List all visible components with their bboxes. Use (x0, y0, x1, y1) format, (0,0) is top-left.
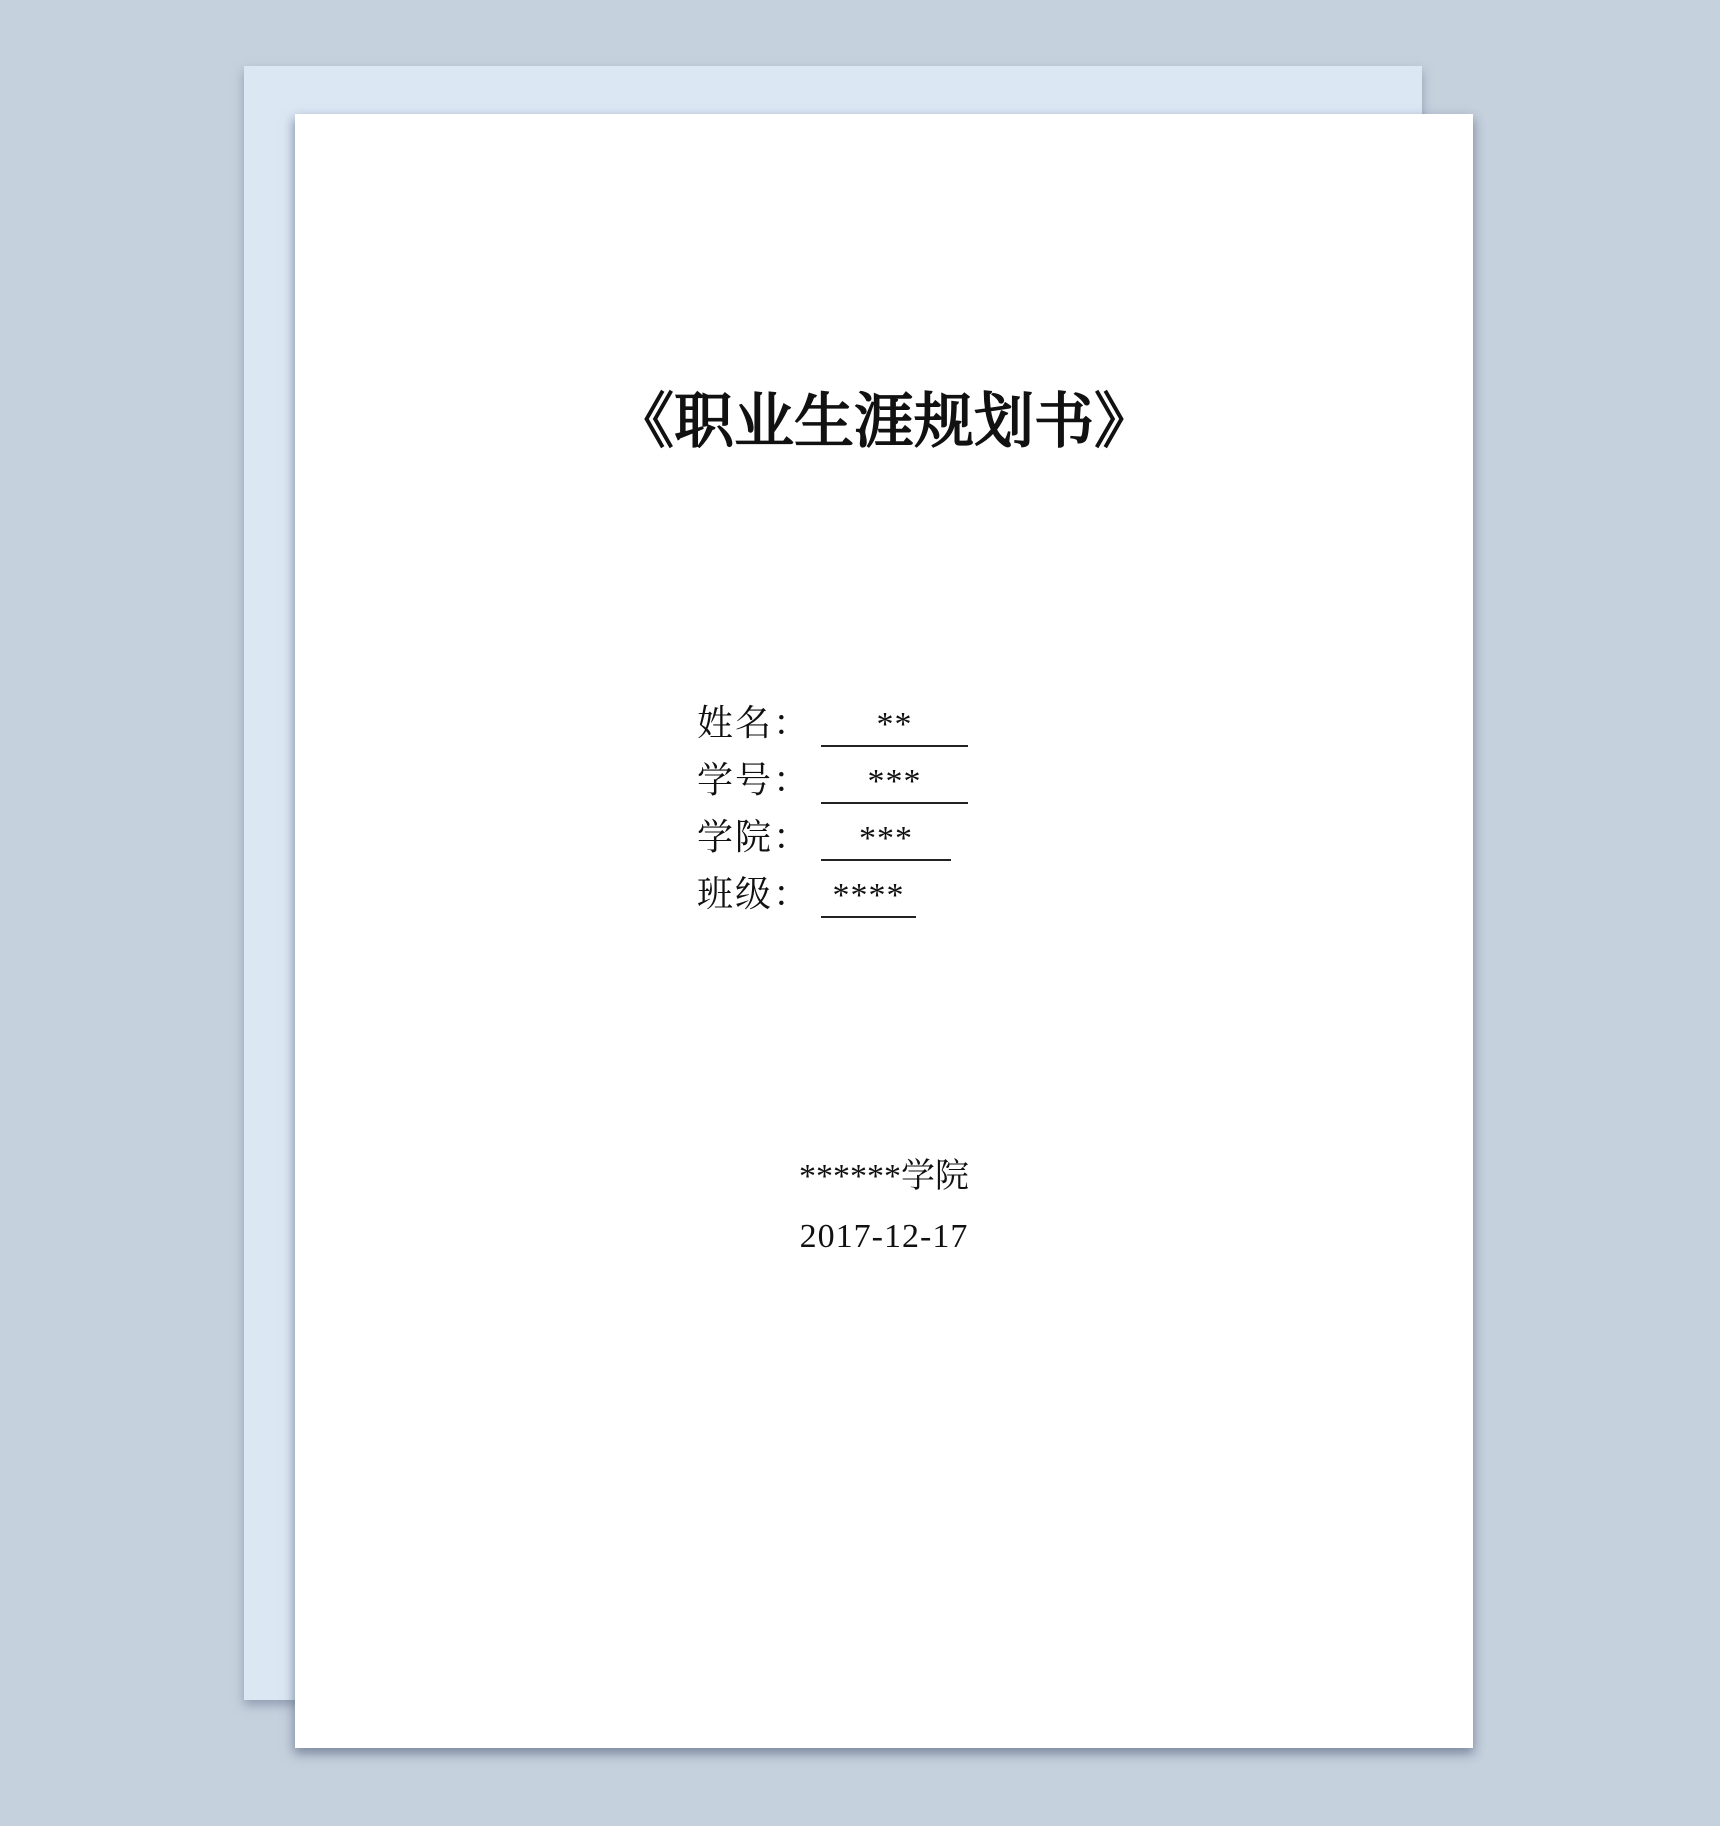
name-field-underline (821, 705, 968, 747)
student-id-field-underline (821, 762, 968, 804)
class-field-label: 班级： (697, 874, 812, 914)
name-field-value: ** (876, 706, 913, 743)
field-row-college (697, 817, 968, 861)
document-cover-page (295, 114, 1473, 1748)
institution-name: ******学院 (799, 1158, 969, 1195)
class-field-underline (821, 876, 916, 918)
document-date: 2017-12-17 (799, 1218, 969, 1255)
document-title: 《职业生涯规划书》 (614, 389, 1154, 455)
student-id-field-value: *** (867, 763, 922, 800)
college-field-underline (821, 819, 951, 861)
field-row-student-id (697, 760, 968, 804)
field-row-name (697, 703, 968, 747)
field-row-class (697, 874, 968, 918)
info-fields-block (697, 703, 968, 931)
name-field-label: 姓名： (697, 703, 812, 743)
class-field-value: **** (832, 877, 905, 914)
college-field-value: *** (859, 820, 914, 857)
college-field-label: 学院： (697, 817, 812, 857)
student-id-field-label: 学号： (697, 760, 812, 800)
